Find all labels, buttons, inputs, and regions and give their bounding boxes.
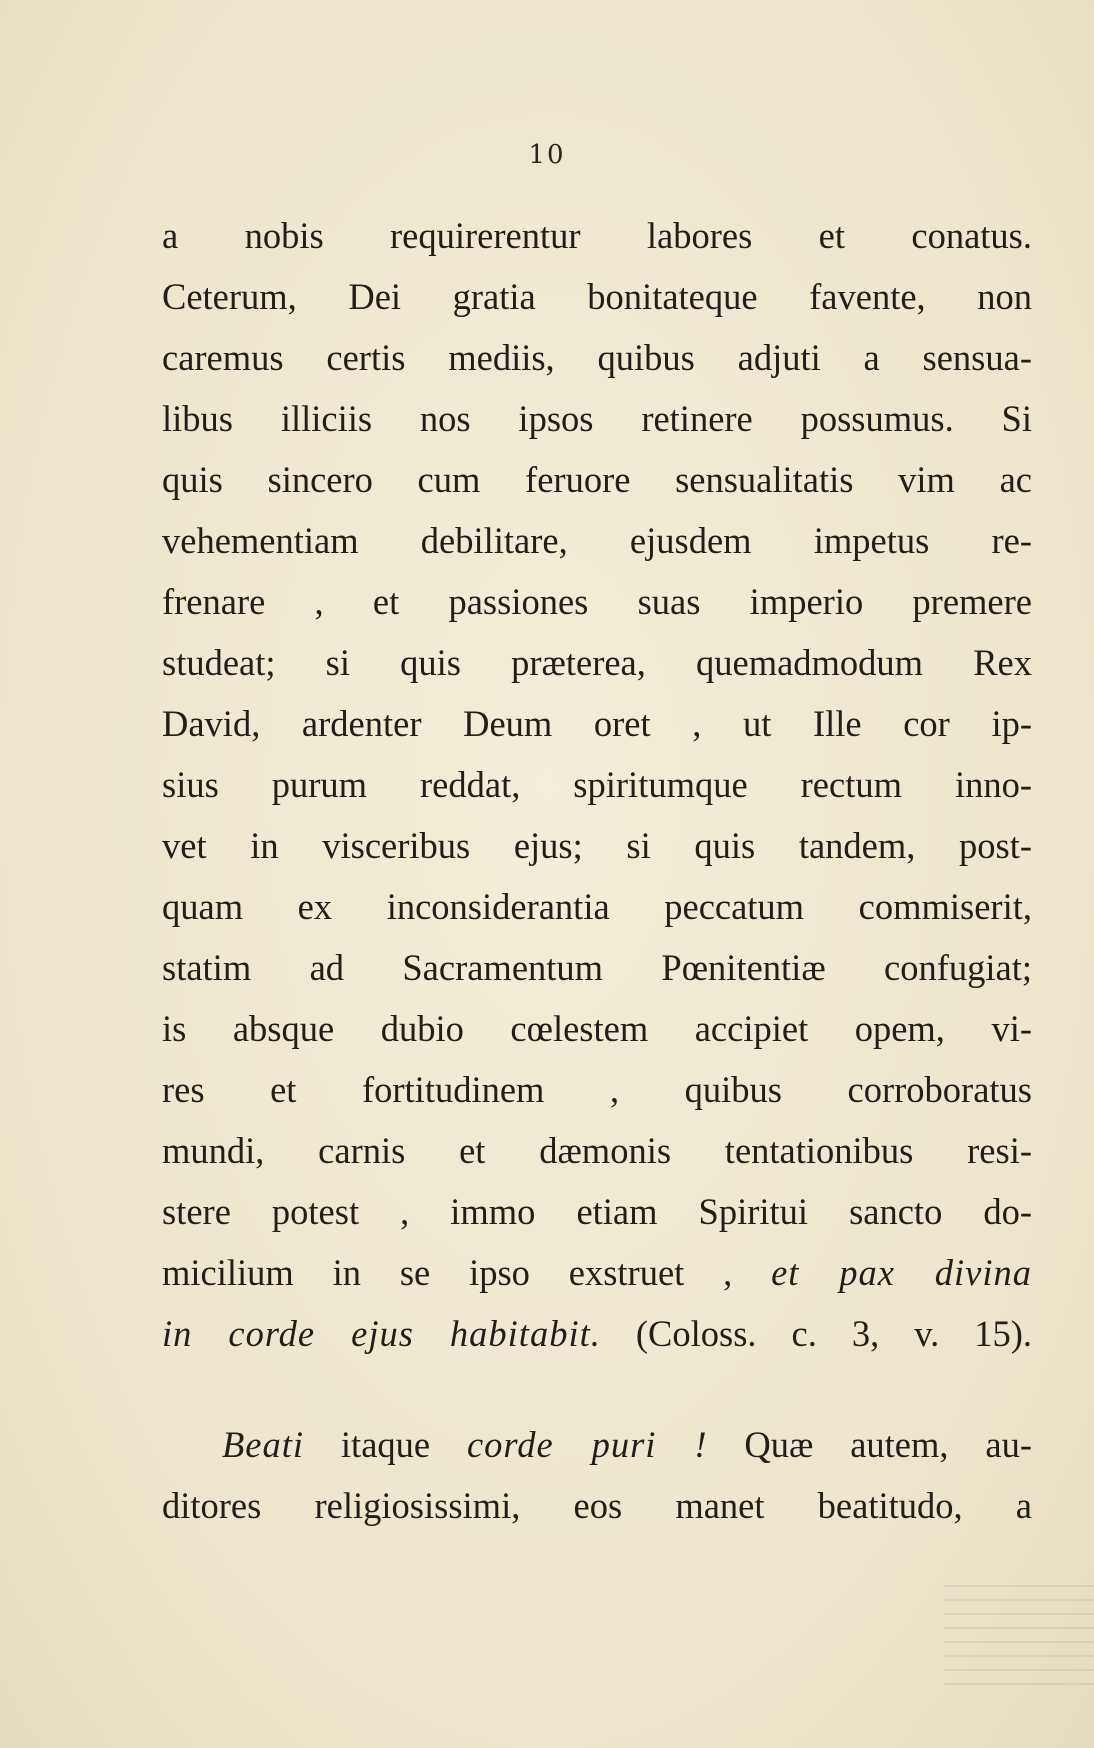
- text-italic: corde puri !: [466, 1424, 708, 1465]
- text-normal: Quæ autem, au-: [707, 1424, 1032, 1465]
- text-line: vet in visceribus ejus; si quis tandem, post-: [162, 825, 1032, 866]
- text-line: quam ex inconsiderantia peccatum commiserit,: [162, 886, 1032, 927]
- faded-stamp-mark: [944, 1585, 1094, 1685]
- text-line: vehementiam debilitare, ejusdem impetus re-: [162, 520, 1032, 561]
- text-line-mixed: [162, 1303, 1032, 1364]
- text-line: studeat; si quis præterea, quemadmodum Rex: [162, 642, 1032, 683]
- text-line: libus illiciis nos ipsos retinere possumus. Si: [162, 398, 1032, 439]
- text-italic: in corde ejus habitabit.: [162, 1313, 601, 1354]
- text-line: res et fortitudinem , quibus corroboratus: [162, 1069, 1032, 1110]
- text-line: stere potest , immo etiam Spiritui sancto do-: [162, 1191, 1032, 1232]
- text-italic: et pax divina: [771, 1252, 1032, 1293]
- text-normal: micilium in se ipso exstruet ,: [162, 1252, 772, 1293]
- page-number: 10: [528, 140, 566, 170]
- text-line: caremus certis mediis, quibus adjuti a sensua-: [162, 337, 1032, 378]
- text-line-mixed: [162, 1414, 1032, 1475]
- text-line: frenare , et passiones suas imperio premere: [162, 581, 1032, 622]
- text-line: is absque dubio cœlestem accipiet opem, vi-: [162, 1008, 1032, 1049]
- body-text: [162, 205, 1032, 1536]
- text-line: David, ardenter Deum oret , ut Ille cor ip-: [162, 703, 1032, 744]
- text-line: quis sincero cum feruore sensualitatis vim ac: [162, 459, 1032, 500]
- text-line: Ceterum, Dei gratia bonitateque favente, non: [162, 276, 1032, 317]
- text-normal: (Coloss. c. 3, v. 15).: [600, 1313, 1032, 1354]
- paragraph-gap: [162, 1364, 1032, 1414]
- text-normal: itaque: [304, 1424, 467, 1465]
- text-line: sius purum reddat, spiritumque rectum inno-: [162, 764, 1032, 805]
- text-line-mixed: [162, 1242, 1032, 1303]
- text-line: ditores religiosissimi, eos manet beatitudo, a: [162, 1485, 1032, 1526]
- text-line: statim ad Sacramentum Pœnitentiæ confugiat;: [162, 947, 1032, 988]
- text-italic: Beati: [222, 1424, 305, 1465]
- text-line: mundi, carnis et dæmonis tentationibus resi-: [162, 1130, 1032, 1171]
- text-line: a nobis requirerentur labores et conatus.: [162, 215, 1032, 256]
